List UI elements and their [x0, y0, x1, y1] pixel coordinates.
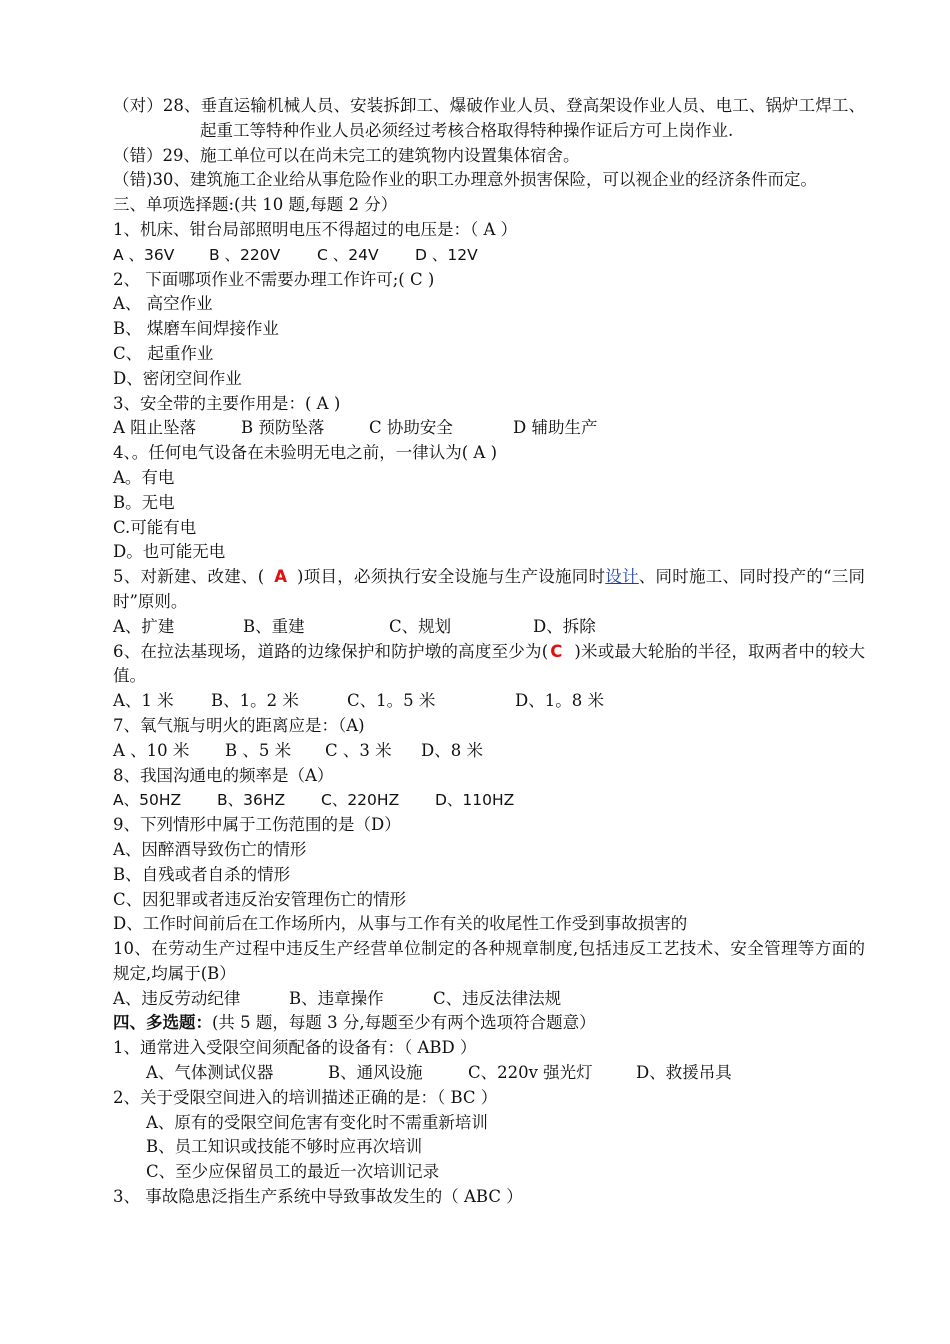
- question-2-stem: 2、 下面哪项作业不需要办理工作许可;( C ): [113, 269, 435, 289]
- question-6-stem: [113, 640, 865, 690]
- stem-text: 6、在拉法基现场，道路的边缘保护和防护墩的高度至少为(: [113, 641, 549, 661]
- question-8-stem: 8、我国沟通电的频率是（A）: [113, 765, 334, 785]
- option-c: C、220HZ: [321, 791, 400, 810]
- multi-question-3-stem: 3、 事故隐患泛指生产系统中导致事故发生的（ ABC ）: [113, 1187, 523, 1207]
- question-3-options: [113, 416, 865, 441]
- tf-item-29: [113, 144, 865, 169]
- option-b: B 、5 米: [225, 740, 292, 760]
- option-c: C 协助安全: [369, 418, 453, 438]
- option-a: A 、36V: [113, 245, 175, 264]
- question-2-option-a: A、 高空作业: [113, 294, 213, 314]
- question-6-options: [113, 689, 865, 714]
- question-5-options: [113, 615, 865, 640]
- question-7-options: [113, 739, 865, 764]
- option-b: B、重建: [243, 616, 305, 636]
- question-8-options: [113, 788, 865, 813]
- tf-text: 建筑施工企业给从事危险作业的职工办理意外损害保险，可以视企业的经济条件而定。: [189, 170, 817, 190]
- option-b: B、违章操作: [289, 988, 384, 1008]
- question-4-option-b: B。无电: [113, 492, 175, 512]
- question-10-stem: 10、在劳动生产过程中违反生产经营单位制定的各种规章制度,包括违反工艺技术、安全管理等方面的规定,均属于(B）: [113, 939, 865, 983]
- option-a: A、1 米: [113, 691, 174, 711]
- option-a: A、50HZ: [113, 791, 182, 810]
- option-b: B、通风设施: [328, 1063, 423, 1083]
- tf-item-30: [113, 168, 865, 193]
- question-2-option-c: C、 起重作业: [113, 343, 214, 363]
- option-c: C、违反法律法规: [433, 988, 562, 1008]
- tf-number: 28、: [162, 96, 201, 115]
- stem-text: )项目，必须执行安全设施与生产设施同时: [297, 567, 606, 587]
- question-7-stem: 7、氧气瓶与明火的距离应是：（A): [113, 715, 365, 735]
- option-c: C 、3 米: [325, 740, 392, 760]
- question-9-option-c: C、因犯罪或者违反治安管理伤亡的情形: [113, 889, 407, 909]
- section-title-rest: (共 5 题，每题 3 分,每题至少有两个选项符合题意）: [212, 1013, 596, 1033]
- option-c: C、220v 强光灯: [468, 1063, 593, 1083]
- option-d: D 、12V: [415, 245, 478, 264]
- answer-mark: C: [550, 641, 563, 661]
- multi-question-1-stem: 1、通常进入受限空间须配备的设备有：（ ABD ）: [113, 1038, 477, 1058]
- option-a: A 、10 米: [113, 740, 190, 760]
- option-d: D、1。8 米: [515, 691, 604, 711]
- question-1-options: [113, 243, 865, 268]
- multi-question-2-option-c: C、至少应保留员工的最近一次培训记录: [146, 1162, 440, 1182]
- multi-question-2-stem: 2、关于受限空间进入的培训描述正确的是：（ BC ）: [113, 1087, 498, 1107]
- question-9-option-d: D、工作时间前后在工作场所内，从事与工作有关的收尾性工作受到事故损害的: [113, 914, 688, 934]
- multi-question-2-option-b: B、员工知识或技能不够时应再次培训: [146, 1137, 423, 1157]
- option-a: A 阻止坠落: [113, 418, 197, 438]
- option-d: D、8 米: [421, 740, 483, 760]
- option-b: B 预防坠落: [241, 418, 325, 438]
- option-a: A、扩建: [113, 616, 175, 636]
- question-5-stem: [113, 565, 865, 615]
- option-a: A、违反劳动纪律: [113, 988, 241, 1008]
- option-b: B、1。2 米: [211, 691, 299, 711]
- tf-text: 垂直运输机械人员、安装拆卸工、爆破作业人员、登高架设作业人员、电工、锅炉工焊工、起重工等特种作业人员必须经过考核合格取得特种操作证后方可上岗作业.: [200, 96, 866, 140]
- question-3-stem: 3、安全带的主要作用是：( A ): [113, 393, 341, 413]
- tf-mark: （对）: [113, 96, 163, 115]
- multi-question-1-options: [113, 1061, 865, 1086]
- question-4-option-d: D。也可能无电: [113, 542, 226, 562]
- question-2-option-d: D、密闭空间作业: [113, 368, 242, 388]
- tf-mark: （错): [113, 170, 153, 190]
- option-d: D、救援吊具: [636, 1063, 732, 1083]
- question-4-stem: 4、。任何电气设备在未验明无电之前，一律认为( A ): [113, 443, 498, 463]
- option-d: D、110HZ: [435, 791, 515, 810]
- question-2-option-b: B、 煤磨车间焊接作业: [113, 319, 279, 339]
- multi-question-2-option-a: A、原有的受限空间危害有变化时不需重新培训: [146, 1112, 488, 1132]
- section-title-bold: 四、多选题：: [113, 1013, 212, 1033]
- design-link[interactable]: 设计: [605, 567, 639, 587]
- option-a: A、气体测试仪器: [146, 1063, 274, 1083]
- option-d: D、拆除: [533, 616, 596, 636]
- document-page: [113, 94, 865, 1210]
- section-title-multiple-choice: [113, 1011, 865, 1036]
- question-4-option-a: A。有电: [113, 467, 175, 487]
- stem-text: )米或最大轮胎的半径，取两者中的较大值。: [113, 641, 866, 686]
- question-9-option-b: B、自残或者自杀的情形: [113, 864, 291, 884]
- stem-text: 5、对新建、改建、(: [113, 567, 265, 587]
- tf-mark: （错）: [113, 145, 163, 165]
- option-c: C、1。5 米: [347, 691, 436, 711]
- option-b: B、36HZ: [217, 791, 286, 810]
- tf-item-28: [113, 94, 865, 144]
- option-c: C、规划: [389, 616, 452, 636]
- tf-text: 施工单位可以在尚未完工的建筑物内设置集体宿舍。: [200, 145, 580, 165]
- stem-text: 、同时施工、同时投产的“三同时”原则。: [113, 567, 866, 611]
- question-9-option-a: A、因醉酒导致伤亡的情形: [113, 839, 307, 859]
- question-9-stem: 9、下列情形中属于工伤范围的是（D）: [113, 815, 401, 835]
- question-1-stem: 1、机床、钳台局部照明电压不得超过的电压是：（ A ）: [113, 219, 518, 239]
- tf-number: 29、: [162, 145, 200, 165]
- answer-mark: A: [274, 567, 287, 587]
- tf-number: 30、: [152, 170, 190, 190]
- question-4-option-c: C.可能有电: [113, 517, 197, 537]
- option-c: C 、24V: [317, 245, 379, 264]
- option-d: D 辅助生产: [513, 418, 598, 438]
- section-title-single-choice: 三、单项选择题:(共 10 题,每题 2 分）: [113, 195, 398, 215]
- question-10-options: [113, 987, 865, 1012]
- option-b: B 、220V: [209, 245, 281, 264]
